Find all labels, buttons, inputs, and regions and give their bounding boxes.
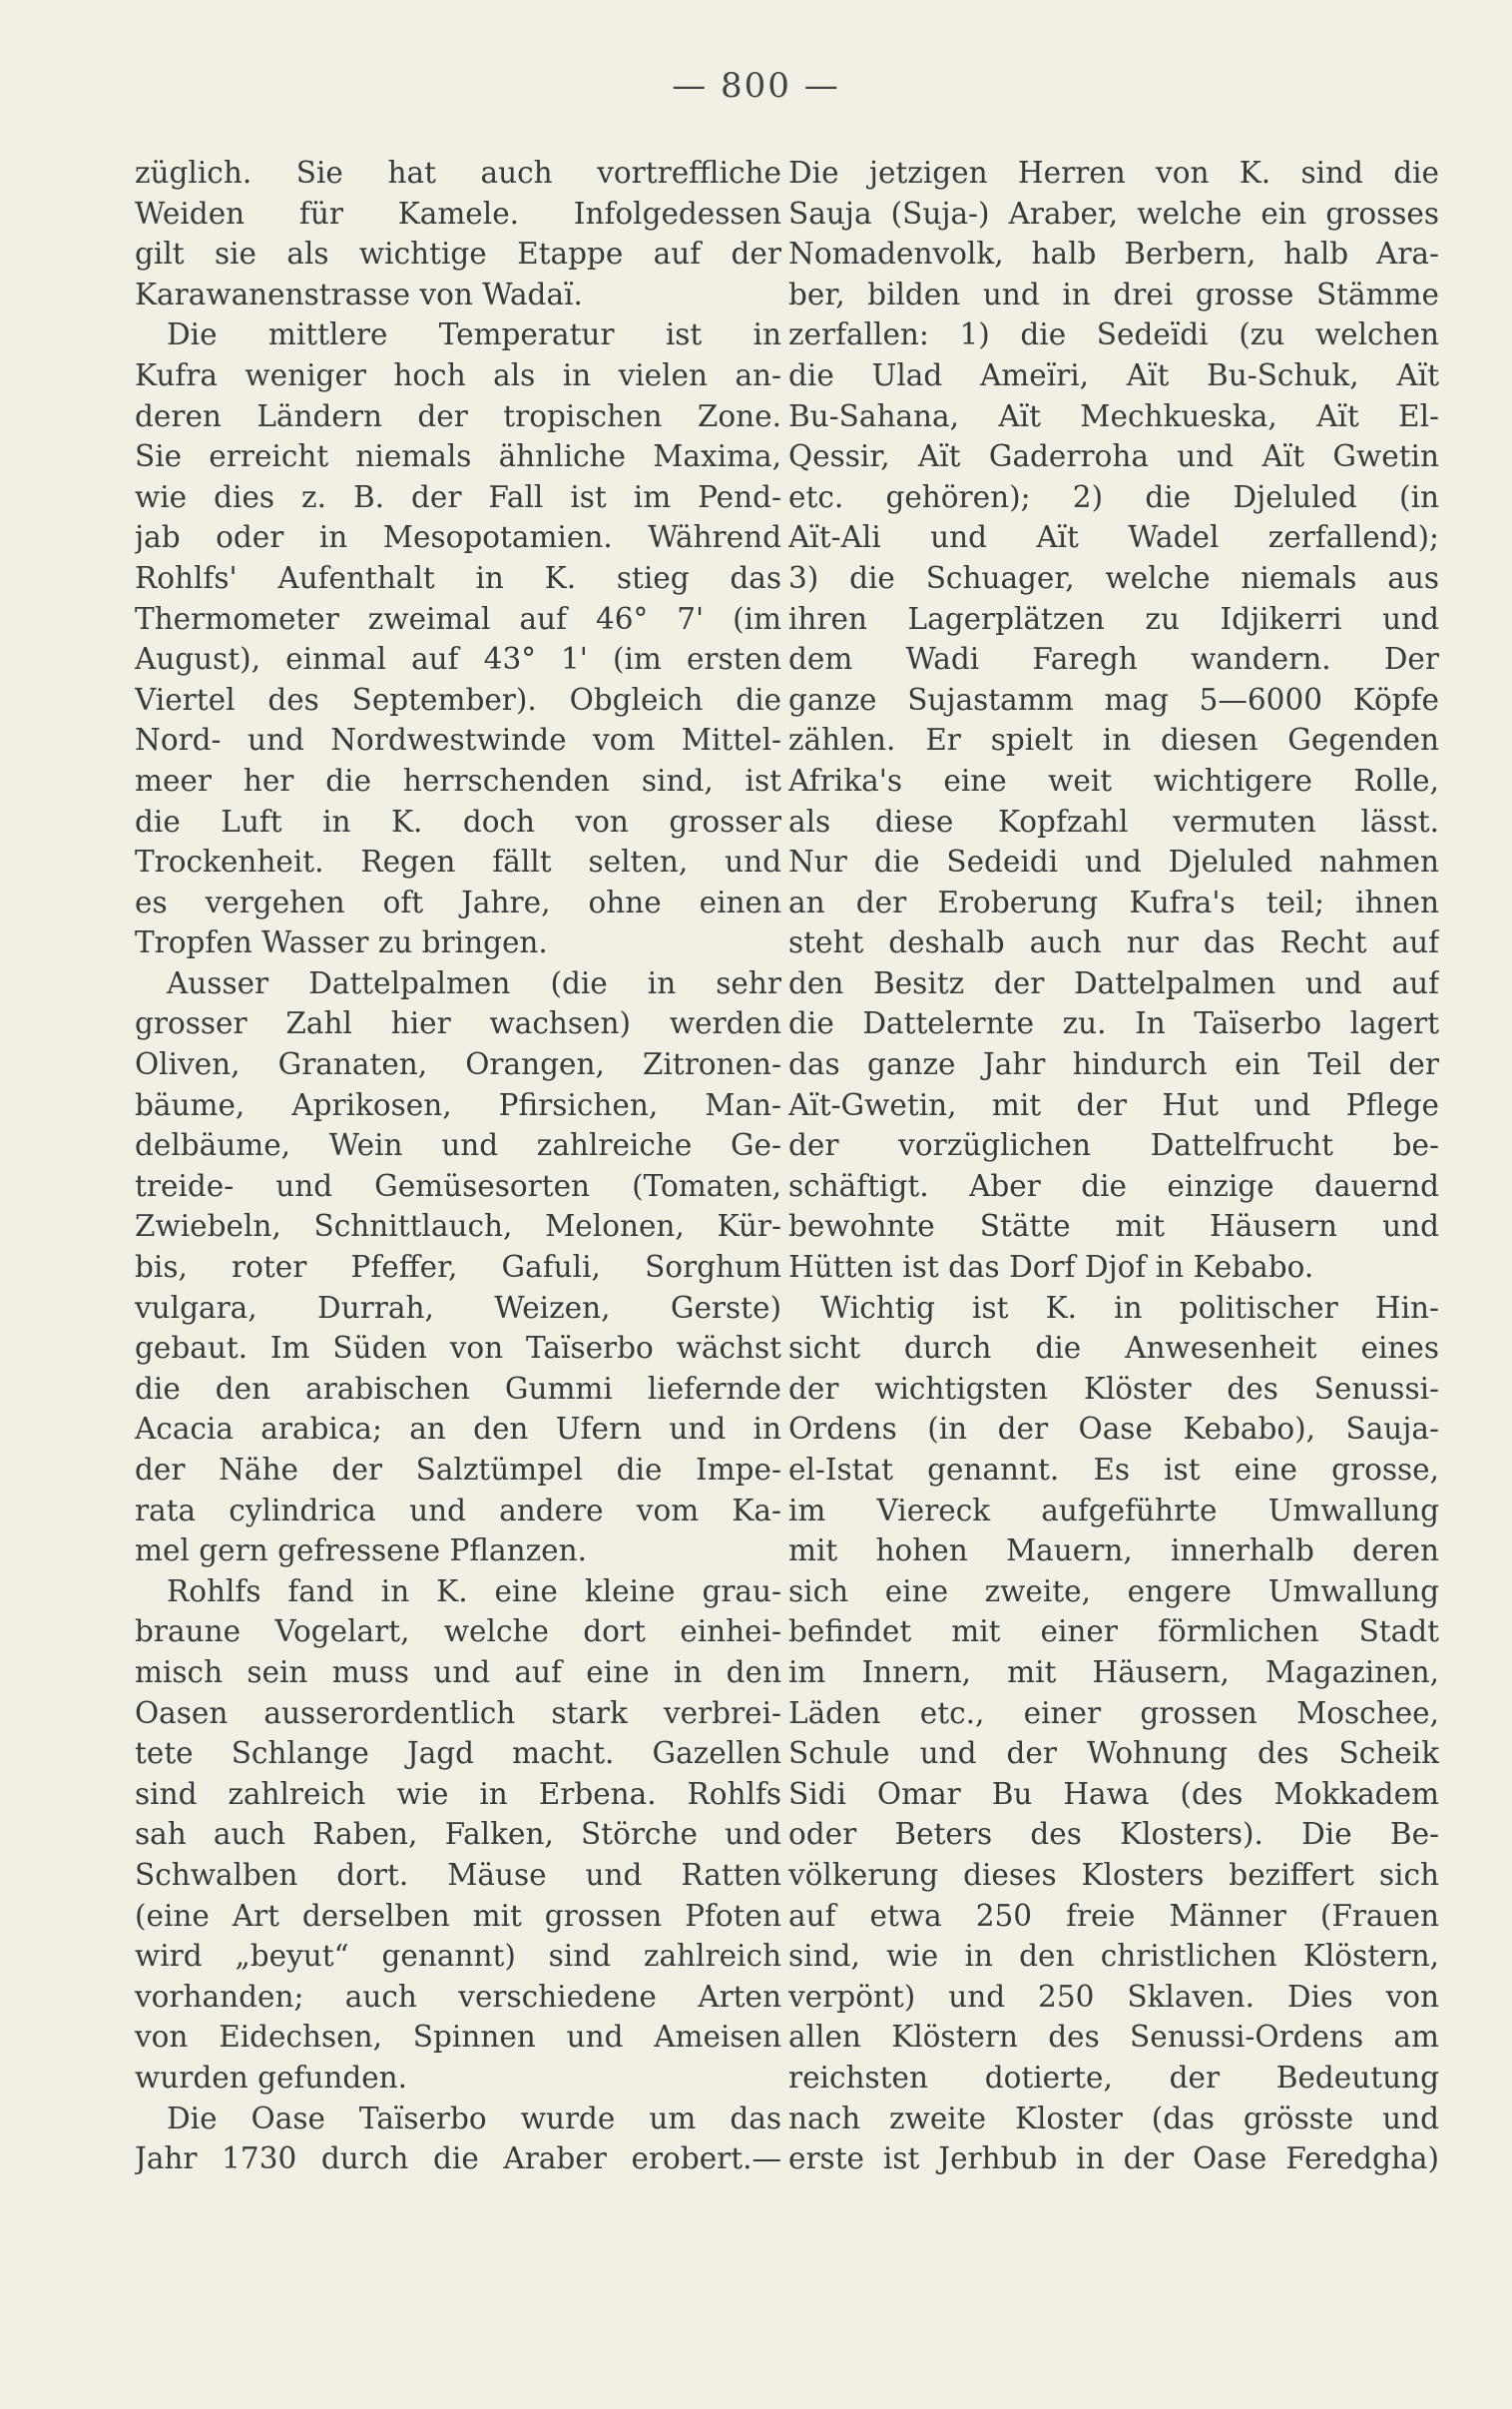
text-line: als diese Kopfzahl vermuten lässt. — [788, 804, 1439, 839]
text-line: Die mittlere Temperatur ist in — [167, 317, 781, 352]
text-line: der vorzüglichen Dattelfrucht be- — [788, 1128, 1439, 1163]
text-line: Bu-Sahana, Aït Mechkueska, Aït El- — [788, 398, 1439, 433]
left-column — [135, 153, 781, 2179]
text-line: misch sein muss und auf eine in den — [135, 1654, 781, 1689]
text-line: erste ist Jerhbub in der Oase Feredgha) — [788, 2141, 1439, 2176]
text-line: bis, roter Pfeffer, Gafuli, Sorghum — [135, 1250, 781, 1285]
text-line: züglich. Sie hat auch vortreffliche — [135, 156, 781, 190]
text-line: treide- und Gemüsesorten (Tomaten, — [135, 1168, 781, 1203]
text-line: Die Oase Taïserbo wurde um das — [167, 2101, 781, 2135]
text-line: reichsten dotierte, der Bedeutung — [788, 2060, 1439, 2095]
text-line: Kufra weniger hoch als in vielen an- — [135, 357, 781, 392]
text-line: braune Vogelart, welche dort einhei- — [135, 1614, 781, 1649]
text-line: wie dies z. B. der Fall ist im Pend- — [135, 479, 781, 514]
text-line: befindet mit einer förmlichen Stadt — [788, 1614, 1439, 1649]
text-line: Oliven, Granaten, Orangen, Zitronen- — [135, 1047, 781, 1082]
text-line: Sauja (Suja-) Araber, welche ein grosses — [788, 196, 1439, 231]
text-line: Ordens (in der Oase Kebabo), Sauja- — [788, 1412, 1439, 1447]
text-line: das ganze Jahr hindurch ein Teil der — [788, 1047, 1439, 1082]
text-line: Hütten ist das Dorf Djof in Kebabo. — [788, 1250, 1314, 1285]
text-line: den Besitz der Dattelpalmen und auf — [788, 965, 1439, 1000]
text-line: von Eidechsen, Spinnen und Ameisen — [135, 2020, 781, 2055]
text-line: gebaut. Im Süden von Taïserbo wächst — [135, 1331, 781, 1366]
text-line: verpönt) und 250 Sklaven. Dies von — [788, 1979, 1439, 2014]
text-line: die Luft in K. doch von grosser — [135, 804, 781, 839]
text-line: völkerung dieses Klosters beziffert sich — [788, 1857, 1439, 1892]
text-line: Ausser Dattelpalmen (die in sehr — [167, 965, 781, 1000]
text-line: jab oder in Mesopotamien. Während — [135, 520, 781, 555]
text-line: die Dattelernte zu. In Taïserbo lagert — [788, 1006, 1439, 1041]
text-line: Tropfen Wasser zu bringen. — [135, 925, 548, 960]
text-line: zählen. Er spielt in diesen Gegenden — [788, 723, 1439, 758]
text-line: meer her die herrschenden sind, ist — [135, 763, 781, 798]
text-line: ber, bilden und in drei grosse Stämme — [788, 277, 1439, 311]
text-line: steht deshalb auch nur das Recht auf — [788, 925, 1439, 960]
text-line: deren Ländern der tropischen Zone. — [135, 398, 781, 433]
page-number: — 800 — — [672, 66, 840, 106]
text-line: sind zahlreich wie in Erbena. Rohlfs — [135, 1776, 781, 1811]
text-line: Qessir, Aït Gaderroha und Aït Gwetin — [788, 439, 1439, 474]
text-line: Nur die Sedeidi und Djeluled nahmen — [788, 845, 1439, 880]
text-line: vorhanden; auch verschiedene Arten — [135, 1979, 781, 2014]
text-line: der Nähe der Salztümpel die Impe- — [135, 1453, 781, 1487]
text-line: etc. gehören); 2) die Djeluled (in — [788, 479, 1439, 514]
text-line: Acacia arabica; an den Ufern und in — [135, 1412, 781, 1447]
text-line: oder Beters des Klosters). Die Be- — [788, 1817, 1439, 1852]
text-line: grosser Zahl hier wachsen) werden — [135, 1006, 781, 1041]
text-line: ganze Sujastamm mag 5—6000 Köpfe — [788, 682, 1439, 717]
text-line: Thermometer zweimal auf 46° 7' (im — [135, 601, 781, 636]
text-line: es vergehen oft Jahre, ohne einen — [135, 885, 781, 919]
text-line: Rohlfs' Aufenthalt in K. stieg das — [135, 560, 781, 595]
text-line: sah auch Raben, Falken, Störche und — [135, 1817, 781, 1852]
text-line: wird „beyut“ genannt) sind zahlreich — [135, 1939, 781, 1974]
text-line: auf etwa 250 freie Männer (Frauen — [788, 1898, 1439, 1933]
text-line: zerfallen: 1) die Sedeïdi (zu welchen — [788, 317, 1439, 352]
text-line: Weiden für Kamele. Infolgedessen — [135, 196, 781, 231]
text-line: im Viereck aufgeführte Umwallung — [788, 1493, 1439, 1527]
text-line: Die jetzigen Herren von K. sind die — [788, 156, 1439, 190]
text-line: August), einmal auf 43° 1' (im ersten — [135, 642, 781, 677]
text-line: Schwalben dort. Mäuse und Ratten — [135, 1857, 781, 1892]
text-line: Schule und der Wohnung des Scheik — [788, 1736, 1439, 1771]
text-line: Viertel des September). Obgleich die — [135, 682, 781, 717]
text-line: Aït-Ali und Aït Wadel zerfallend); — [788, 520, 1439, 555]
text-line: Sidi Omar Bu Hawa (des Mokkadem — [788, 1776, 1439, 1811]
text-line: Oasen ausserordentlich stark verbrei- — [135, 1695, 781, 1730]
text-line: Läden etc., einer grossen Moschee, — [788, 1695, 1439, 1730]
text-line: sicht durch die Anwesenheit eines — [788, 1331, 1439, 1366]
text-line: Wichtig ist K. in politischer Hin- — [820, 1290, 1439, 1325]
text-line: wurden gefunden. — [135, 2060, 408, 2095]
text-line: der wichtigsten Klöster des Senussi- — [788, 1371, 1439, 1406]
text-line: delbäume, Wein und zahlreiche Ge- — [135, 1128, 781, 1163]
text-line: el-Istat genannt. Es ist eine grosse, — [788, 1453, 1439, 1487]
text-line: rata cylindrica und andere vom Ka- — [135, 1493, 781, 1527]
right-column — [788, 153, 1439, 2179]
text-line: sind, wie in den christlichen Klöstern, — [788, 1939, 1439, 1974]
text-line: an der Eroberung Kufra's teil; ihnen — [788, 885, 1439, 919]
text-line: bäume, Aprikosen, Pfirsichen, Man- — [135, 1087, 781, 1122]
text-line: mel gern gefressene Pflanzen. — [135, 1533, 587, 1568]
text-line: vulgara, Durrah, Weizen, Gerste) — [135, 1290, 781, 1325]
text-line: Jahr 1730 durch die Araber erobert.— — [135, 2141, 781, 2176]
text-line: die den arabischen Gummi liefernde — [135, 1371, 781, 1406]
text-line: ihren Lagerplätzen zu Idjikerri und — [788, 601, 1439, 636]
text-line: mit hohen Mauern, innerhalb deren — [788, 1533, 1439, 1568]
text-line: Afrika's eine weit wichtigere Rolle, — [788, 763, 1439, 798]
text-line: Nomadenvolk, halb Berbern, halb Ara- — [788, 237, 1439, 272]
text-line: Sie erreicht niemals ähnliche Maxima, — [135, 439, 781, 474]
text-line: Zwiebeln, Schnittlauch, Melonen, Kür- — [135, 1209, 781, 1244]
text-line: (eine Art derselben mit grossen Pfoten — [135, 1898, 781, 1933]
text-line: Karawanenstrasse von Wadaï. — [135, 277, 583, 311]
text-line: im Innern, mit Häusern, Magazinen, — [788, 1654, 1439, 1689]
text-line: nach zweite Kloster (das grösste und — [788, 2101, 1439, 2135]
text-line: Rohlfs fand in K. eine kleine grau- — [167, 1573, 781, 1608]
text-line: die Ulad Ameïri, Aït Bu-Schuk, Aït — [788, 357, 1439, 392]
text-line: 3) die Schuager, welche niemals aus — [788, 560, 1439, 595]
text-line: Trockenheit. Regen fällt selten, und — [135, 845, 781, 880]
text-line: schäftigt. Aber die einzige dauernd — [788, 1168, 1439, 1203]
text-line: dem Wadi Faregh wandern. Der — [788, 642, 1439, 677]
text-line: Nord- und Nordwestwinde vom Mittel- — [135, 723, 781, 758]
text-line: bewohnte Stätte mit Häusern und — [788, 1209, 1439, 1244]
text-line: gilt sie als wichtige Etappe auf der — [135, 237, 781, 272]
text-line: Aït-Gwetin, mit der Hut und Pflege — [788, 1087, 1439, 1122]
text-line: tete Schlange Jagd macht. Gazellen — [135, 1736, 781, 1771]
text-line: sich eine zweite, engere Umwallung — [788, 1573, 1439, 1608]
text-line: allen Klöstern des Senussi-Ordens am — [788, 2020, 1439, 2055]
